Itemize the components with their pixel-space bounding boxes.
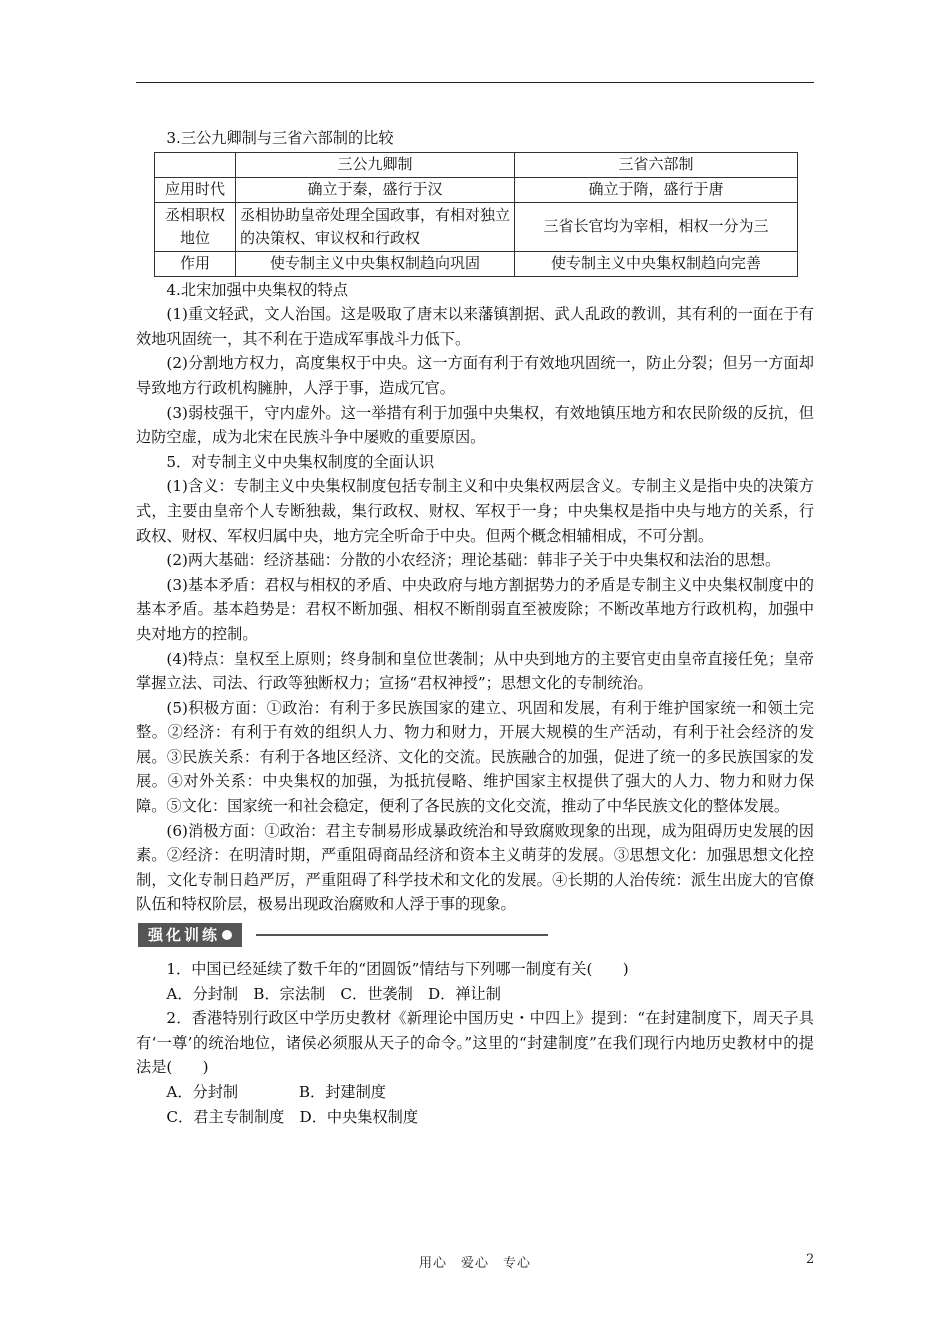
table-cell: 三省长官均为宰相，相权一分为三 <box>515 202 798 251</box>
question-1-options: A．分封制 B．宗法制 C．世袭制 D．禅让制 <box>166 984 501 1003</box>
section-5-point-2: (2)两大基础：经济基础：分散的小农经济；理论基础：韩非子关于中央集权和法治的思想。 <box>166 551 781 570</box>
section-5-point-3: (3)基本矛盾：君权与相权的矛盾、中央政府与地方割据势力的矛盾是专制主义中央集权制度中的基本矛盾。基本趋势是：君权不断加强、相权不断削弱直至被废除；不断改革地方行政机构，加强中央对地方的控制。 <box>136 575 814 643</box>
question-2-options-row-2: C．君主专制制度 D．中央集权制度 <box>166 1107 419 1126</box>
section-5-title: 5．对专制主义中央集权制度的全面认识 <box>166 452 435 471</box>
section-divider-line <box>256 934 548 936</box>
question-2-options-row-1: A．分封制 B．封建制度 <box>166 1083 386 1101</box>
section-3-title: 3.三公九卿制与三省六部制的比较 <box>166 129 394 147</box>
table-cell: 使专制主义中央集权制趋向完善 <box>515 251 798 276</box>
table-cell: 确立于隋，盛行于唐 <box>515 177 798 202</box>
page-number: 2 <box>806 1252 815 1267</box>
section-5-point-5: (5)积极方面：①政治：有利于多民族国家的建立、巩固和发展，有利于维护国家统一和领土完整。②经济：有利于有效的组织人力、物力和财力，开展大规模的生产活动，有利于社会经济的发展。③民族关系：有利于各地区经济、文化的交流。民族融合的加强，促进了统一的多民族国家的发展。④对外关系：中央集权的加强，为抵抗侵略、维护国家主权提供了强大的人力、物力和财力保障。⑤文化：国家统一和社会稳定，便利了各民族的文化交流，推动了中华民族文化的整体发展。 <box>136 698 814 816</box>
section-5-point-1: (1)含义：专制主义中央集权制度包括专制主义和中央集权两层含义。专制主义是指中央的决策方式，主要由皇帝个人专断独裁，集行政权、财权、军权于一身；中央集权是指中央与地方的关系，行政权、财权、军权归属中央，地方完全听命于中央。但两个概念相辅相成，不可分割。 <box>136 477 814 545</box>
table-row <box>155 202 798 251</box>
header-rule <box>136 82 814 83</box>
bullet-dot-icon <box>222 930 232 940</box>
table-header-cell: 三公九卿制 <box>236 152 515 177</box>
section-4-point-3: (3)弱枝强干，守内虚外。这一举措有利于加强中央集权，有效地镇压地方和农民阶级的反抗，但边防空虚，成为北宋在民族斗争中屡败的重要原因。 <box>136 403 814 447</box>
table-header-cell: 三省六部制 <box>515 152 798 177</box>
section-4-point-1: (1)重文轻武，文人治国。这是吸取了唐末以来藩镇割据、武人乱政的教训，其有利的一面在于有效地巩固统一，其不利在于造成军事战斗力低下。 <box>136 305 814 348</box>
section-5-point-4: (4)特点：皇权至上原则；终身制和皇位世袭制；从中央到地方的主要官吏由皇帝直接任免；皇帝掌握立法、司法、行政等独断权力；宣扬“君权神授”；思想文化的专制统治。 <box>136 649 814 693</box>
section-4-title: 4.北宋加强中央集权的特点 <box>166 280 348 299</box>
table-cell: 丞相协助皇帝处理全国政事，有相对独立的决策权、审议权和行政权 <box>236 202 515 251</box>
section-5-point-6: (6)消极方面：①政治：君主专制易形成暴政统治和导致腐败现象的出现，成为阻碍历史发展的因素。②经济：在明清时期，严重阻碍商品经济和资本主义萌芽的发展。③思想文化：加强思想文化控制，文化专制日趋严厉，严重阻碍了科学技术和文化的发展。④长期的人治传统：派生出庞大的官僚队伍和特权阶层，极易出现政治腐败和人浮于事的现象。 <box>136 821 814 914</box>
training-label-badge <box>138 923 242 947</box>
question-2: 2．香港特别行政区中学历史教材《新理论中国历史・中四上》提到：“在封建制度下，周天子具有‘一尊’的统治地位，诸侯必须服从天子的命令。”这里的“封建制度”在我们现行内地历史教材中的提法是( ) <box>136 1009 814 1077</box>
table-row <box>155 251 798 276</box>
page-footer: 用心 爱心 专心 <box>418 1256 531 1271</box>
table-cell: 应用时代 <box>155 177 236 202</box>
comparison-table <box>154 152 798 277</box>
table-cell: 丞相职权地位 <box>155 202 236 251</box>
question-1: 1．中国已经延续了数千年的“团圆饭”情结与下列哪一制度有关( ) <box>166 960 629 979</box>
training-section-bar <box>136 921 814 951</box>
training-label: 强化训练 <box>148 926 221 945</box>
section-4-point-2: (2)分割地方权力，高度集权于中央。这一方面有利于有效地巩固统一，防止分裂；但另一方面却导致地方行政机构臃肿，人浮于事，造成冗官。 <box>136 354 814 397</box>
page-body <box>136 126 814 1129</box>
table-header-row <box>155 152 798 177</box>
table-header-cell <box>155 152 236 177</box>
table-row <box>155 177 798 202</box>
table-cell: 使专制主义中央集权制趋向巩固 <box>236 251 515 276</box>
table-cell: 作用 <box>155 251 236 276</box>
table-cell: 确立于秦，盛行于汉 <box>236 177 515 202</box>
